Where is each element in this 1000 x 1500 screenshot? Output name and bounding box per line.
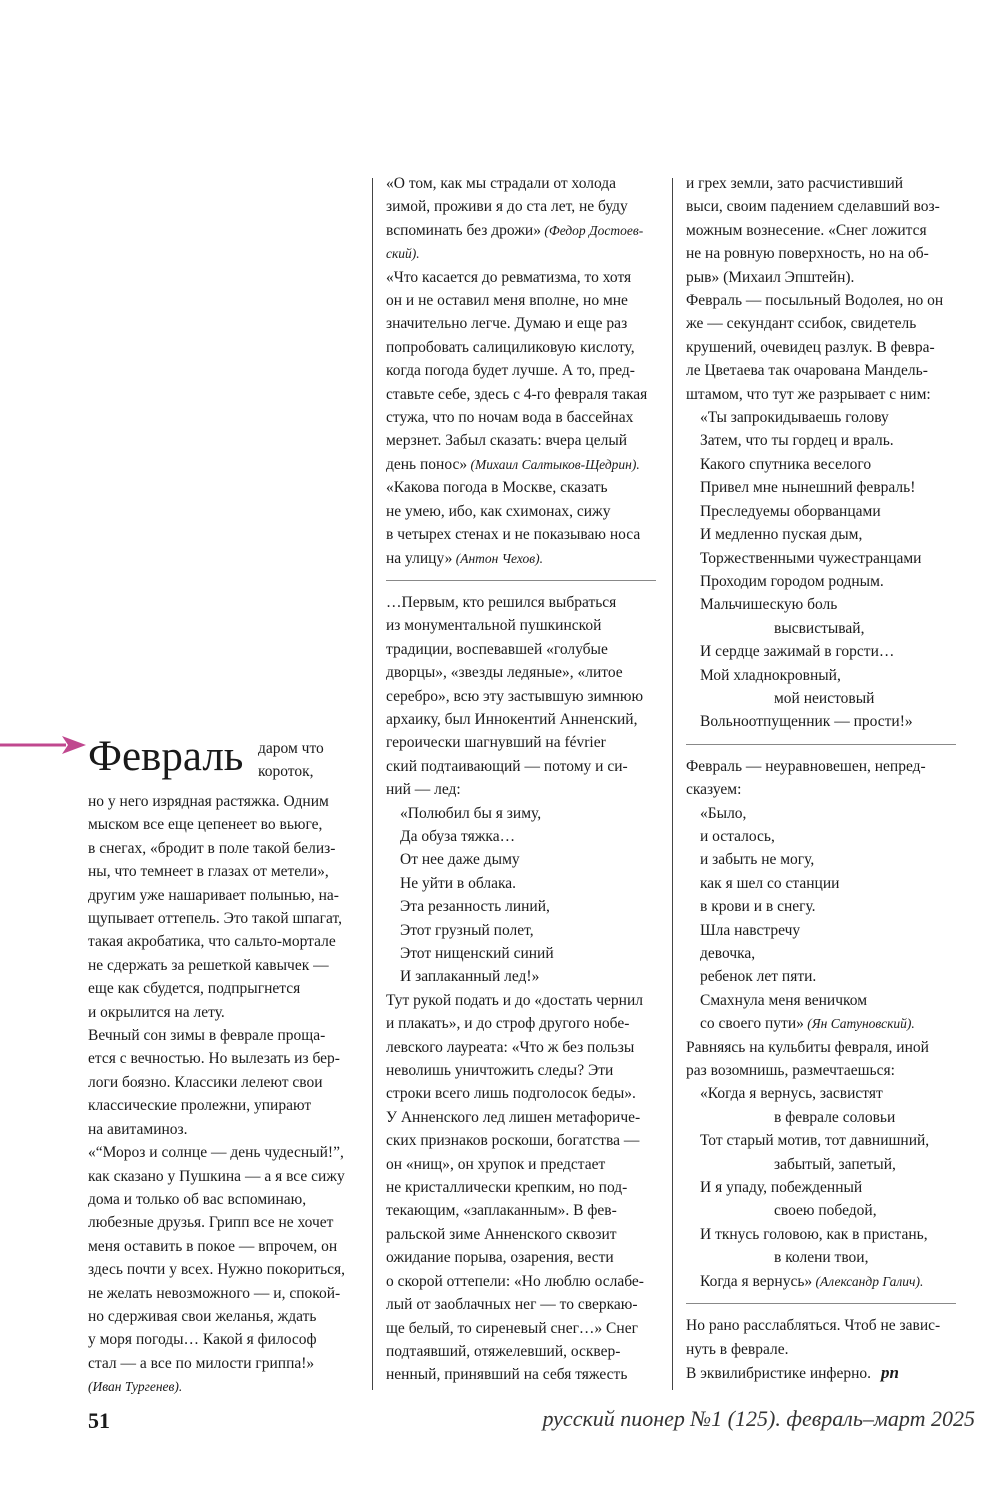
text-line: как сказано у Пушкина — а я все сижу — [88, 1167, 345, 1185]
text-line: подтаявший, отяжелевший, осквер- — [386, 1342, 621, 1360]
text-line: (Иван Тургенев). — [88, 1379, 183, 1395]
text-line: раз возомнишь, размечтаешься: — [686, 1062, 895, 1080]
text-line: У Анненского лед лишен метафориче- — [386, 1108, 641, 1126]
text-line: в четырех стенах и не показываю носа — [386, 526, 641, 544]
text-line: нуть в феврале. — [686, 1340, 789, 1358]
text-line: у моря погоды… Какой я философ — [88, 1331, 317, 1349]
text-line: серебро», всю эту застывшую зимнюю — [386, 687, 644, 705]
text-line: Торжественными чужестранцами — [700, 549, 922, 567]
text-line: дома и только об вас вспоминаю, — [88, 1190, 307, 1208]
citation: (Антон Чехов). — [452, 550, 543, 566]
text-line: Равняясь на кульбиты февраля, иной — [686, 1038, 929, 1056]
text-line: другим уже нашаривает полынью, на- — [88, 886, 339, 904]
text-line: в колени твои, — [774, 1249, 869, 1267]
text-line: «Полюбил бы я зиму, — [400, 804, 542, 822]
text-line: ле Цветаева так очарована Мандель- — [686, 362, 928, 380]
text-line: и грех земли, зато расчистивший — [686, 175, 904, 192]
text-line: короток, — [258, 763, 314, 781]
text-line: «Что касается до ревматизма, то хотя — [386, 268, 632, 286]
column-divider — [672, 178, 673, 1390]
text-line: Когда я вернусь» (Александр Галич). — [700, 1272, 924, 1290]
lead-paragraph-start — [88, 733, 358, 790]
text-line: стал — а все по милости гриппа!» — [88, 1354, 315, 1372]
arrow-right-icon — [0, 734, 88, 756]
text-line: любезные друзья. Грипп все не хочет — [88, 1214, 334, 1232]
section-divider — [686, 1303, 956, 1304]
text-line: на улицу» (Антон Чехов). — [386, 549, 543, 567]
text-line: когда погода будет лучше. А то, пред- — [386, 362, 635, 380]
text-line: Февраль — неуравновешен, непред- — [686, 757, 926, 775]
text-line: ский подтаивающий — потому и си- — [386, 757, 628, 775]
text-line: попробовать салициликовую кислоту, — [386, 338, 635, 356]
text-line: И я упаду, побежденный — [700, 1179, 863, 1197]
text-line: Затем, что ты гордец и враль. — [700, 432, 894, 450]
citation: (Федор Достоев- — [540, 222, 644, 238]
text-line: Мой хладнокровный, — [700, 666, 841, 684]
text-line: на авитаминоз. — [88, 1120, 188, 1138]
text-line: лый от заоблачных нег — то сверкаю- — [386, 1296, 638, 1314]
text-line: …Первым, кто решился выбраться — [386, 593, 617, 611]
text-line: «Было, — [700, 804, 747, 822]
text-line: своею победой, — [774, 1202, 877, 1220]
magazine-issue: русский пионер №1 (125). февраль–март 2025 — [542, 1406, 975, 1431]
text-line: ще белый, то сиреневый снег…» Снег — [386, 1319, 638, 1337]
text-line: и плакать», и до строф другого нобе- — [386, 1015, 630, 1033]
text-line: он и не оставил меня вполне, но мне — [386, 292, 628, 310]
text-line: здесь почти у всех. Нужно покориться, — [88, 1261, 345, 1279]
text-line: Не уйти в облака. — [400, 874, 517, 892]
text-line: штамом, что тут же разрывает с ним: — [686, 385, 931, 403]
column-divider — [372, 178, 373, 1390]
text-line: ны, что темнеет в глазах от метели», — [88, 863, 329, 881]
text-line: героически шагнувший на février — [386, 734, 606, 752]
section-divider — [686, 744, 956, 745]
text-line: дворцы», «звезды ледяные», «литое — [386, 664, 623, 682]
text-line: «Ты запрокидываешь голову — [700, 409, 889, 427]
text-line: и забыть не могу, — [700, 851, 815, 869]
text-line: он «нищ», он хрупок и предстает — [386, 1155, 606, 1173]
text-line: мыском все еще цепенеет во вьюге, — [88, 816, 323, 834]
text-line: Шла навстречу — [700, 921, 801, 939]
text-line: И ткнусь головою, как в пристань, — [700, 1225, 928, 1243]
text-line: Смахнула меня веничком — [700, 991, 868, 1009]
text-line: крушений, очевидец разлук. В февра- — [686, 338, 935, 356]
column-text — [386, 172, 656, 1387]
text-line: Преследуемы оборванцами — [700, 502, 881, 520]
text-line: стужа, что по ночам вода в бассейнах — [386, 409, 634, 427]
text-line: Но рано расслабляться. Чтоб не завис- — [686, 1317, 941, 1335]
text-line: логи боязно. Классики лелеют свои — [88, 1073, 323, 1091]
text-line: И сердце зажимай в горсти… — [700, 643, 895, 661]
text-line: Эта резанность линий, — [400, 898, 550, 916]
citation: (Ян Сатуновский). — [803, 1016, 915, 1032]
text-line: сказуем: — [686, 781, 742, 799]
citation: (Михаил Салтыков-Щедрин). — [467, 456, 640, 472]
text-line: девочка, — [700, 945, 756, 962]
text-line: Тут рукой подать и до «достать чернил — [386, 991, 643, 1009]
text-line: Мальчишескую боль — [700, 596, 838, 614]
text-line: не сдержать за решеткой кавычек — — [88, 956, 329, 974]
text-line: «Когда я вернусь, засвистят — [700, 1085, 883, 1103]
text-line: в снегах, «бродит в поле такой белиз- — [88, 839, 336, 857]
text-line: Да обуза тяжка… — [400, 827, 516, 845]
text-line: архаику, был Иннокентий Анненский, — [386, 710, 638, 728]
text-line: и окрылится на лету. — [88, 1003, 225, 1021]
article-column-1 — [88, 733, 358, 1399]
rp-logo-icon: рп — [881, 1362, 899, 1382]
text-line: ский). — [386, 246, 420, 262]
text-line: классические пролежни, упирают — [88, 1097, 312, 1115]
text-line: Тот старый мотив, тот давнишний, — [700, 1132, 930, 1150]
text-line: можным вознесение. «Снег ложится — [686, 221, 927, 239]
text-line: мерзнет. Забыл сказать: вчера целый — [386, 432, 628, 450]
text-line: меня оставить в покое — впрочем, он — [88, 1237, 338, 1255]
text-line: «Какова погода в Москве, сказать — [386, 479, 608, 497]
text-line: щупывает оттепель. Это такой шпагат, — [88, 910, 342, 928]
text-line: в крови и в снегу. — [700, 898, 816, 916]
text-line: не умею, ибо, как схимонах, сижу — [386, 502, 611, 520]
text-line: со своего пути» (Ян Сатуновский). — [700, 1015, 915, 1033]
text-line: мой неистовый — [774, 689, 875, 707]
citation: (Александр Галич). — [812, 1273, 924, 1289]
text-line: в феврале соловьи — [774, 1108, 896, 1126]
text-line: Вечный сон зимы в феврале проща- — [88, 1027, 326, 1045]
text-line: ребенок лет пяти. — [700, 968, 817, 986]
text-line: неволишь уничтожить следы? Эти — [386, 1062, 614, 1080]
text-line: Этот нищенский синий — [400, 945, 554, 962]
text-line: выси, своим падением сделавший воз- — [686, 198, 940, 216]
text-line: как я шел со станции — [700, 874, 840, 892]
page-number: 51 — [88, 1408, 110, 1433]
text-line: традиции, воспевавшей «голубые — [386, 640, 608, 658]
text-line: Вольноотпущенник — прости!» — [700, 713, 913, 731]
text-line: еще как сбудется, подпрыгнется — [88, 980, 301, 998]
text-line: не кристаллически крепким, но под- — [386, 1179, 628, 1197]
column-text — [88, 790, 358, 1399]
text-line: ется с вечностью. Но вылезать из бер- — [88, 1050, 340, 1068]
text-line: ненный, принявший на себя тяжесть — [386, 1366, 628, 1384]
text-line: ских признаков роскоши, богатства — — [386, 1132, 640, 1150]
text-line: значительно легче. Думаю и еще раз — [386, 315, 628, 333]
text-line: Привел мне нынешний февраль! — [700, 479, 916, 497]
text-line: рыв» (Михаил Эпштейн). — [686, 268, 855, 286]
text-line: зимой, проживи я до ста лет, не буду — [386, 198, 628, 216]
text-line: но у него изрядная растяжка. Одним — [88, 793, 329, 810]
text-line: из монументальной пушкинской — [386, 617, 602, 635]
text-line: же — секундант ссибок, свидетель — [686, 315, 917, 333]
section-divider — [386, 580, 656, 581]
column-text — [686, 172, 958, 1385]
text-line: Этот грузный полет, — [400, 921, 534, 939]
text-line: Проходим городом родным. — [700, 572, 884, 590]
text-line: и осталось, — [700, 827, 775, 845]
text-line: ожидание порыва, озарения, вести — [386, 1249, 614, 1267]
lead-continuation — [258, 737, 324, 784]
text-line: текающим, «заплаканным». В фев- — [386, 1202, 617, 1220]
text-line: «О том, как мы страдали от холода — [386, 175, 617, 192]
text-line: Какого спутника веселого — [700, 455, 872, 473]
text-line: И медленно пуская дым, — [700, 526, 863, 544]
text-line: не на ровную поверхность, но на об- — [686, 245, 929, 263]
drop-word: Февраль — [88, 733, 244, 780]
text-line: даром что — [258, 740, 324, 757]
text-line: забытый, запетый, — [774, 1155, 896, 1173]
text-line: ральской зиме Анненского сквозит — [386, 1225, 617, 1243]
text-line: «“Мороз и солнце — день чудесный!”, — [88, 1144, 344, 1162]
text-line: день понос» (Михаил Салтыков-Щедрин). — [386, 455, 640, 473]
text-line: не желать невозможного — и, спокой- — [88, 1284, 341, 1302]
article-column-2 — [386, 172, 656, 1387]
text-line: И заплаканный лед!» — [400, 968, 540, 986]
text-line: высвистывай, — [774, 619, 865, 637]
text-line: о скорой оттепели: «Но люблю ослабе- — [386, 1272, 644, 1290]
text-line: От нее даже дыму — [400, 851, 520, 869]
text-line: ставьте себе, здесь с 4-го февраля такая — [386, 385, 648, 403]
text-line: строки всего лишь подголосок беды». — [386, 1085, 636, 1103]
text-line: но сдерживая свои желанья, ждать — [88, 1307, 317, 1325]
text-line: В эквилибристике инферно. рп — [686, 1362, 899, 1382]
article-column-3 — [686, 172, 958, 1385]
text-line: левского лауреата: «Что ж без пользы — [386, 1038, 635, 1056]
text-line: вспоминать без дрожи» (Федор Достоев- — [386, 221, 644, 239]
text-line: такая акробатика, что сальто-мортале — [88, 933, 336, 951]
text-line: ний — лед: — [386, 781, 461, 799]
text-line: Февраль — посыльный Водолея, но он — [686, 292, 944, 310]
